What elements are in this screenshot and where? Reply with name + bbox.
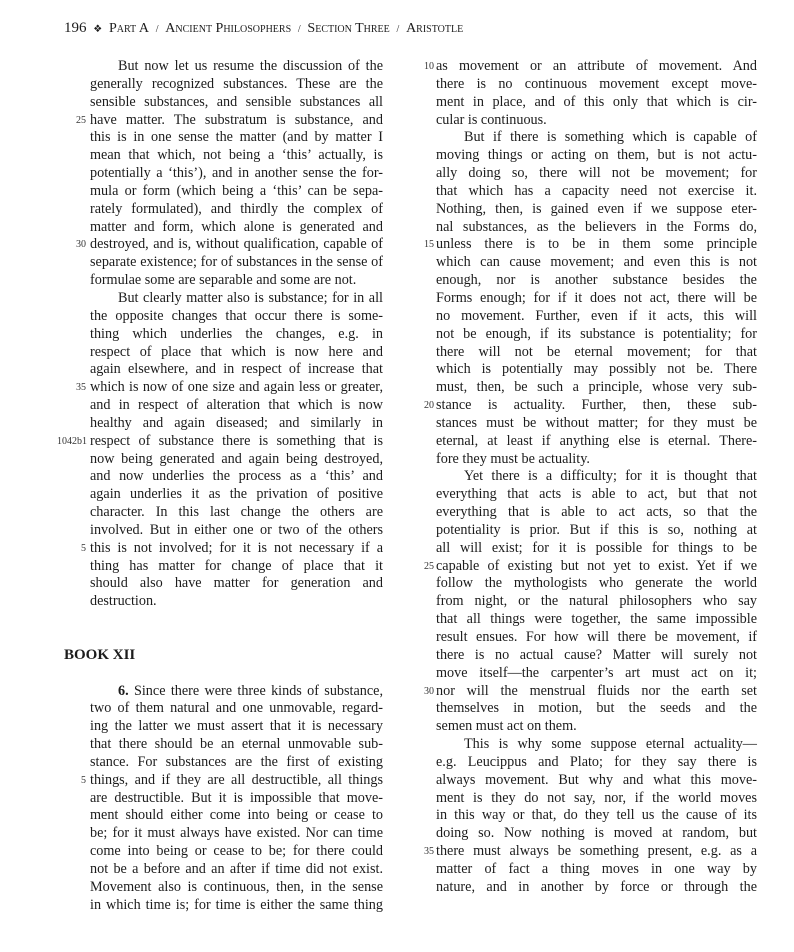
line-text: ment in place, and of this only that which is cir- bbox=[436, 93, 757, 110]
line-text: stances must be without matter; for they must be bbox=[436, 414, 757, 431]
text-line bbox=[90, 165, 383, 183]
text-line bbox=[90, 683, 383, 701]
text-line bbox=[436, 611, 757, 629]
line-number: 25 bbox=[424, 560, 434, 572]
line-number: 10 bbox=[424, 61, 434, 72]
line-text: Yet there is a difficulty; for it is thought that bbox=[464, 468, 757, 485]
line-text: respect of place that which is now here and bbox=[90, 343, 383, 360]
line-text: Since there were three kinds of substance, bbox=[133, 682, 383, 699]
line-number: 5 bbox=[81, 774, 86, 786]
book-heading: BOOK XII bbox=[64, 646, 136, 663]
line-text: But if there is something which is capable of bbox=[464, 129, 757, 146]
text-line bbox=[90, 522, 383, 540]
line-text: But now let us resume the discussion of the bbox=[118, 58, 383, 74]
text-line bbox=[76, 236, 383, 254]
text-line bbox=[81, 539, 383, 558]
text-line bbox=[90, 861, 383, 879]
text-line bbox=[436, 219, 757, 237]
line-text: respect of substance there is something that is bbox=[90, 432, 383, 449]
text-line bbox=[90, 272, 383, 290]
line-text: not be enough, if its substance is potentiality; for bbox=[436, 325, 757, 342]
text-line bbox=[90, 825, 383, 843]
text-line bbox=[436, 522, 757, 540]
text-line bbox=[436, 736, 757, 754]
text-line bbox=[436, 593, 757, 611]
header-section: Section Three bbox=[307, 21, 390, 36]
line-text: things, and if they are all destructible, all things bbox=[90, 771, 383, 788]
line-text: there must always be something present, e.g. as a bbox=[436, 843, 757, 860]
line-text: all will exist; for it is possible for things to be bbox=[436, 539, 757, 556]
line-number: 15 bbox=[424, 239, 434, 251]
text-line bbox=[90, 575, 383, 593]
text-line bbox=[436, 94, 757, 112]
text-line bbox=[90, 397, 383, 415]
line-text: that there should be an eternal unmovable sub- bbox=[90, 736, 383, 753]
line-text: involved. But in either one or two of the others bbox=[90, 521, 383, 538]
text-line bbox=[90, 326, 383, 344]
text-line bbox=[90, 415, 383, 433]
line-text: nal substances, as the believers in the Forms do, bbox=[436, 218, 757, 235]
text-line bbox=[424, 843, 757, 861]
text-line bbox=[90, 879, 383, 897]
line-text: and now underlies the process as a ‘this’ and bbox=[90, 468, 383, 485]
line-text: sensible substances, and sensible substances all bbox=[90, 93, 383, 110]
text-line bbox=[436, 129, 757, 147]
line-text: this is in one sense the matter (and by matter I bbox=[90, 129, 383, 146]
line-text: come into being or cease to be; for there could bbox=[90, 843, 383, 860]
line-text: everything that acts is able to act, but that not bbox=[436, 486, 757, 503]
text-line bbox=[436, 308, 757, 326]
text-line bbox=[436, 790, 757, 808]
line-text: there will not be eternal movement; for that bbox=[436, 343, 757, 360]
text-line bbox=[90, 558, 383, 576]
line-text: matter and form, which alone is generated and bbox=[90, 218, 383, 235]
text-line bbox=[90, 76, 383, 94]
text-line bbox=[76, 111, 383, 130]
text-line bbox=[90, 344, 383, 362]
line-text: which is now of one size and again less or greater, bbox=[90, 379, 383, 396]
line-text: cular is continuous. bbox=[436, 111, 547, 128]
text-line bbox=[436, 807, 757, 825]
text-line bbox=[76, 379, 383, 397]
header-part: Part A bbox=[108, 21, 149, 36]
line-text: no movement. Further, even if it acts, this will bbox=[436, 307, 757, 324]
text-line bbox=[436, 772, 757, 790]
line-text: doing so. Now nothing is moved at random, but bbox=[436, 825, 757, 842]
text-line bbox=[81, 771, 383, 790]
running-header bbox=[64, 18, 744, 38]
text-line bbox=[90, 254, 383, 272]
line-text: in which time is; for time is either the same thing bbox=[90, 896, 383, 913]
line-text: eternal, at least if anything else is eternal. There- bbox=[436, 432, 757, 449]
text-line bbox=[90, 147, 383, 165]
text-line bbox=[424, 397, 757, 415]
text-line bbox=[436, 665, 757, 683]
line-text: healthy and again diseased; and similarly in bbox=[90, 414, 383, 431]
text-line bbox=[424, 557, 757, 576]
text-line bbox=[436, 272, 757, 290]
line-text: which is potentially may possibly not be. There bbox=[436, 361, 757, 378]
line-text: now being generated and again being destroyed, bbox=[90, 450, 383, 467]
line-text: separate existence; for of substances in the sense of bbox=[90, 254, 383, 271]
line-number: 30 bbox=[76, 239, 86, 251]
text-line bbox=[90, 451, 383, 469]
right-text-column bbox=[424, 58, 757, 897]
text-line bbox=[436, 201, 757, 219]
text-line bbox=[436, 415, 757, 433]
text-line bbox=[90, 754, 383, 772]
header-author: Aristotle bbox=[406, 21, 464, 36]
line-text: destruction. bbox=[90, 593, 157, 610]
line-text: potentiality is prior. But if this is so, nothing at bbox=[436, 521, 757, 538]
line-text: be; for it must always have existed. Nor can time bbox=[90, 825, 383, 842]
text-line bbox=[90, 897, 383, 915]
line-text: nor will the menstrual fluids nor the earth set bbox=[436, 682, 757, 699]
text-line bbox=[436, 344, 757, 362]
text-line bbox=[90, 468, 383, 486]
line-number: 5 bbox=[81, 542, 86, 554]
line-text: capable of existing but not yet to exist. Yet if we bbox=[436, 557, 757, 574]
line-text: stance is actuality. Further, then, these sub- bbox=[436, 397, 757, 414]
line-text: ing the latter we must assert that it is necessary bbox=[90, 718, 383, 735]
line-text: rately formulated), and thirdly the complex of bbox=[90, 200, 383, 217]
text-line bbox=[436, 575, 757, 593]
header-section-title: Ancient Philosophers bbox=[165, 21, 292, 36]
line-number: 35 bbox=[424, 846, 434, 858]
line-text: as movement or an attribute of movement. And bbox=[436, 58, 757, 74]
text-line bbox=[90, 843, 383, 861]
text-line bbox=[436, 433, 757, 451]
line-text: the opposite changes that occur there is some- bbox=[90, 307, 383, 324]
line-text: that all things were together, the same impossible bbox=[436, 611, 757, 628]
line-text: enough, nor is another substance besides the bbox=[436, 272, 757, 289]
blank-line bbox=[90, 611, 383, 629]
line-text: result ensues. For how will there be movement, if bbox=[436, 629, 757, 645]
line-text: everything that is able to act acts, so that the bbox=[436, 504, 757, 521]
line-text: ment should either come into being or cease to bbox=[90, 807, 383, 824]
text-line bbox=[436, 718, 757, 736]
line-text: always movement. But why and what this move- bbox=[436, 771, 757, 788]
text-line bbox=[436, 183, 757, 201]
line-text: themselves in motion, but the seeds and the bbox=[436, 700, 757, 717]
text-line bbox=[90, 486, 383, 504]
text-line bbox=[90, 593, 383, 611]
line-text: character. In this last change the others are bbox=[90, 504, 383, 521]
line-text: should also have matter for generation and bbox=[90, 575, 383, 592]
line-number: 30 bbox=[424, 685, 434, 697]
line-text: moving things or acting on them, but is not actu- bbox=[436, 147, 757, 164]
text-line bbox=[90, 219, 383, 237]
text-line bbox=[90, 58, 383, 76]
text-line bbox=[436, 361, 757, 379]
text-line bbox=[436, 468, 757, 486]
chapter-number: 6. bbox=[118, 682, 129, 699]
line-text: two of them natural and one unmovable, regard- bbox=[90, 700, 383, 717]
line-text: have matter. The substratum is substance, and bbox=[90, 111, 383, 128]
line-number: 20 bbox=[424, 400, 434, 412]
text-line bbox=[436, 165, 757, 183]
text-line bbox=[424, 58, 757, 76]
header-divider: / bbox=[297, 24, 301, 35]
line-text: ment is they do not say, nor, if the world moves bbox=[436, 789, 757, 806]
text-line bbox=[436, 379, 757, 397]
line-text: this is not involved; for it is not necessary if a bbox=[90, 539, 383, 556]
text-line bbox=[436, 879, 757, 897]
line-text: unless there is to be in them some principle bbox=[436, 236, 757, 253]
line-text: follow the mythologists who generate the world bbox=[436, 575, 757, 592]
line-text: thing has matter for change of place that it bbox=[90, 557, 383, 574]
text-line bbox=[436, 254, 757, 272]
text-line bbox=[436, 76, 757, 94]
text-line bbox=[90, 790, 383, 808]
line-text: destroyed, and is, without qualification, capable of bbox=[90, 236, 383, 253]
text-line bbox=[90, 308, 383, 326]
line-text: Forms enough; for if it does not act, there will be bbox=[436, 289, 757, 306]
text-line bbox=[436, 540, 757, 558]
text-line bbox=[424, 236, 757, 254]
line-text: not be a before and an after if time did not exist. bbox=[90, 860, 383, 877]
line-text: fore they must be actuality. bbox=[436, 450, 590, 467]
line-text: in this way or that, do they tell us the cause of its bbox=[436, 807, 757, 824]
text-line bbox=[436, 290, 757, 308]
line-text: stance. For substances are the first of existing bbox=[90, 753, 383, 770]
line-text: But clearly matter also is substance; for in all bbox=[118, 289, 383, 306]
line-text: matter of fact a thing moves in one way by bbox=[436, 860, 757, 877]
line-text: This is why some suppose eternal actuality— bbox=[464, 736, 757, 753]
text-line bbox=[90, 700, 383, 718]
line-text: that which has a capacity need not exercise it. bbox=[436, 182, 757, 199]
text-line bbox=[436, 147, 757, 165]
text-line bbox=[436, 825, 757, 843]
line-text: are destructible. But it is impossible that move- bbox=[90, 789, 383, 806]
text-line bbox=[436, 861, 757, 879]
text-line bbox=[436, 629, 757, 647]
text-line bbox=[90, 201, 383, 219]
text-line bbox=[90, 361, 383, 379]
text-line bbox=[90, 807, 383, 825]
line-number: 1042b1 bbox=[57, 435, 87, 447]
ornament-icon: ❖ bbox=[93, 24, 103, 35]
text-line bbox=[90, 718, 383, 736]
text-line bbox=[90, 94, 383, 112]
line-text: formulae some are separable and some are not. bbox=[90, 272, 357, 289]
left-text-column bbox=[57, 58, 383, 915]
blank-line bbox=[90, 665, 383, 683]
line-text: again elsewhere, and in respect of increase that bbox=[90, 361, 383, 378]
text-line bbox=[436, 451, 757, 469]
line-text: e.g. Leucippus and Plato; for they say there is bbox=[436, 753, 757, 770]
line-text: must, then, be such a principle, whose very sub- bbox=[436, 379, 757, 396]
line-text: mula or form (which being a ‘this’ can be sepa- bbox=[90, 182, 383, 199]
line-text: from night, or the natural philosophers who say bbox=[436, 593, 757, 610]
text-line bbox=[57, 432, 383, 451]
blank-line bbox=[90, 629, 383, 647]
line-text: semen must act on them. bbox=[436, 718, 577, 735]
text-line bbox=[90, 129, 383, 147]
line-text: and in respect of alteration that which is now bbox=[90, 397, 383, 414]
page-number: 196 bbox=[64, 20, 87, 36]
text-line bbox=[424, 682, 757, 701]
text-line bbox=[436, 504, 757, 522]
text-line bbox=[90, 183, 383, 201]
text-line bbox=[436, 486, 757, 504]
line-text: which can cause movement; and even this is not bbox=[436, 254, 757, 271]
line-text: move itself—the carpenter’s art must act on it; bbox=[436, 664, 757, 681]
text-line bbox=[436, 326, 757, 344]
text-line bbox=[90, 504, 383, 522]
header-divider: / bbox=[396, 24, 400, 35]
text-line bbox=[436, 754, 757, 772]
text-line bbox=[90, 290, 383, 308]
line-text: Movement also is continuous, then, in the sense bbox=[90, 878, 383, 895]
line-text: there is no continuous movement except move- bbox=[436, 75, 757, 92]
text-line bbox=[436, 647, 757, 665]
line-text: mean that which, not being a ‘this’ actually, is bbox=[90, 147, 383, 164]
line-text: Nothing, then, is gained even if we suppose eter- bbox=[436, 200, 757, 217]
line-number: 35 bbox=[76, 382, 86, 394]
header-divider: / bbox=[155, 24, 159, 35]
line-text: generally recognized substances. These are the bbox=[90, 75, 383, 92]
text-line bbox=[436, 700, 757, 718]
text-line bbox=[90, 736, 383, 754]
text-line bbox=[436, 112, 757, 130]
line-text: thing which underlies the changes, e.g. in bbox=[90, 325, 383, 342]
line-text: potentially a ‘this’), and in another sense the for- bbox=[90, 165, 383, 182]
line-number: 25 bbox=[76, 114, 86, 126]
line-text: nature, and in another by force or through the bbox=[436, 878, 757, 895]
line-text: again underlies it as the privation of positive bbox=[90, 486, 383, 503]
line-text: ally doing so, there will not be movement; for bbox=[436, 165, 757, 182]
line-text: there is no actual cause? Matter will surely not bbox=[436, 646, 757, 663]
